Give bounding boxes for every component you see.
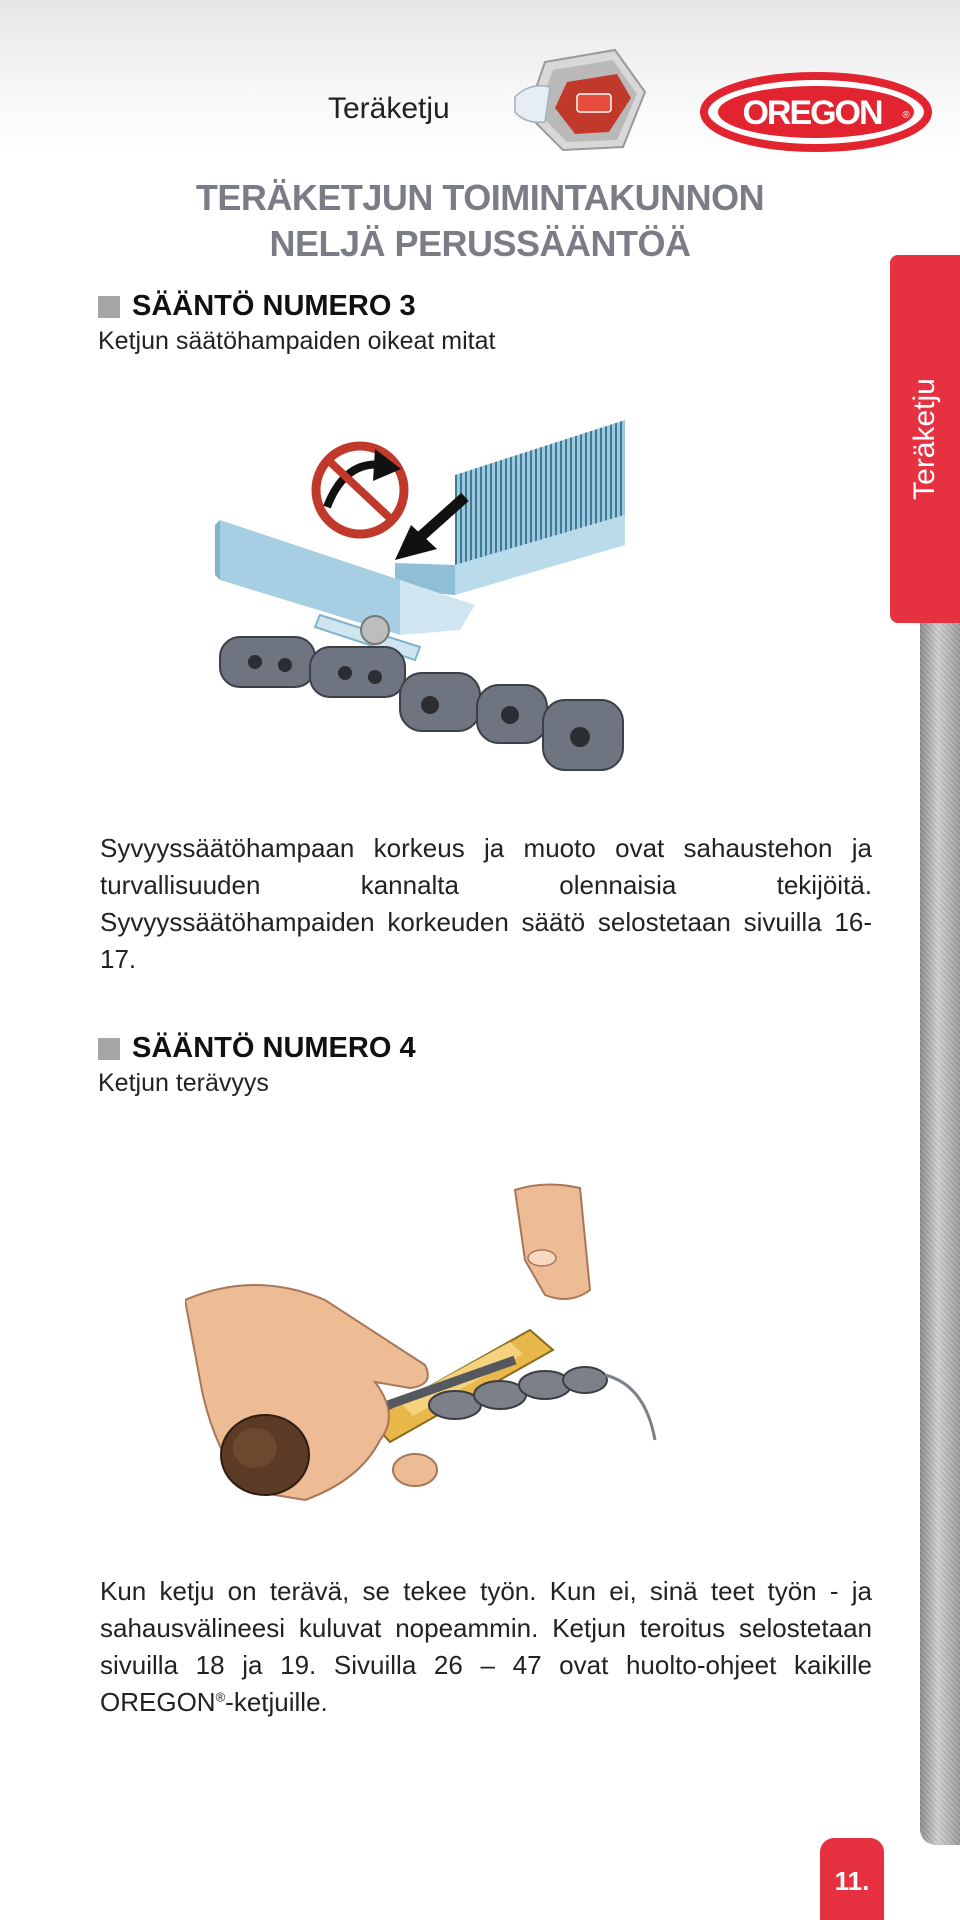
page-number: 11.: [834, 1866, 870, 1896]
rule-4-title: SÄÄNTÖ NUMERO 4: [132, 1032, 416, 1064]
rule-3-subtitle: Ketjun säätöhampaiden oikeat mitat: [98, 327, 496, 355]
chain-sharpening-illustration: [185, 1180, 665, 1525]
bullet-square-icon: [98, 1038, 120, 1060]
header-section-label: Teräketju: [328, 92, 450, 125]
page-title: TERÄKETJUN TOIMINTAKUNNON NELJÄ PERUSSÄÄNTÖÄ: [195, 177, 765, 264]
bullet-square-icon: [98, 296, 120, 318]
rule-4-text: [100, 1573, 872, 1721]
oregon-logo: [700, 72, 932, 152]
rule-4-subtitle: Ketjun terävyys: [98, 1069, 269, 1097]
logo-registered-mark: ®: [902, 110, 910, 121]
rule-4-heading: [98, 1032, 416, 1065]
side-tab-label: Teräketju: [908, 378, 941, 500]
rule-3-heading: [98, 290, 416, 323]
depth-gauge-illustration: [215, 415, 635, 780]
side-decorative-strip: [920, 623, 960, 1845]
page-number-tab: [820, 1838, 884, 1920]
registered-mark: ®: [215, 1689, 226, 1705]
rule-3-text: Syvyyssäätöhampaan korkeus ja muoto ovat sahaustehon ja turvallisuuden kannalta olennaisia tekijöitä. Syvyyssäätöhampaiden korkeuden säätö selostetaan sivuilla 16-17.: [100, 833, 872, 974]
chainsaw-bar-image: [505, 42, 655, 157]
logo-text: OREGON: [742, 94, 882, 132]
side-section-tab: [890, 255, 960, 623]
rule-3-title: SÄÄNTÖ NUMERO 3: [132, 290, 416, 322]
rule-4-text-end: -ketjuille.: [225, 1687, 328, 1717]
rule-4-text-main: Kun ketju on terävä, se tekee työn. Kun ei, sinä teet työn - ja sahausvälineesi kuluvat nopeammin. Ketjun teroitus selostetaan sivuilla 18 ja 19. Sivuilla 26 – 47 ovat huolto-ohjeet kaikille OREGON: [100, 1576, 872, 1717]
